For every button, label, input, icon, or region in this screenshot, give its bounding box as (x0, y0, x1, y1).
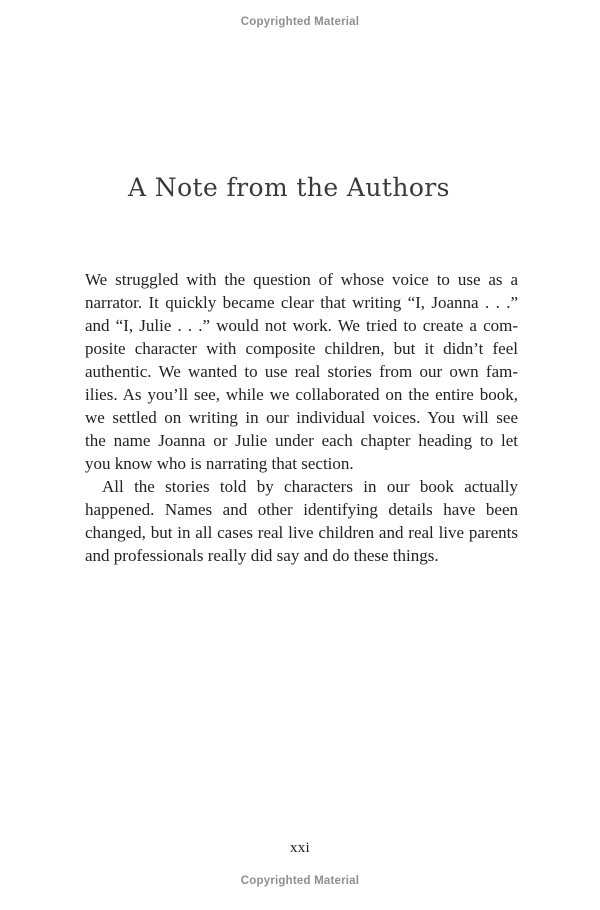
body-text (85, 268, 518, 567)
body-line: narrator. It quickly became clear that writing “I, Joanna . . .” (85, 293, 518, 312)
body-line: changed, but in all cases real live children and real live parents (85, 523, 518, 542)
body-line: We struggled with the question of whose voice to use as a (85, 270, 518, 289)
body-line: the name Joanna or Julie under each chapter heading to let (85, 431, 518, 450)
page-number: xxi (289, 840, 311, 856)
page-title: A Note from the Authors (128, 173, 450, 202)
body-line: ilies. As you’ll see, while we collaborated on the entire book, (85, 385, 518, 404)
body-line: and “I, Julie . . .” would not work. We tried to create a com- (85, 316, 518, 335)
body-line: authentic. We wanted to use real stories from our own fam- (85, 362, 518, 381)
copyright-watermark-bottom: Copyrighted Material (240, 875, 360, 887)
copyright-watermark-top: Copyrighted Material (240, 16, 360, 28)
body-line: posite character with composite children, but it didn’t feel (85, 339, 518, 358)
body-line: happened. Names and other identifying details have been (85, 500, 518, 519)
body-line: you know who is narrating that section. (85, 454, 354, 473)
body-line: and professionals really did say and do these things. (85, 546, 439, 565)
body-line: we settled on writing in our individual voices. You will see (85, 408, 518, 427)
body-line: All the stories told by characters in our book actually (102, 477, 518, 496)
